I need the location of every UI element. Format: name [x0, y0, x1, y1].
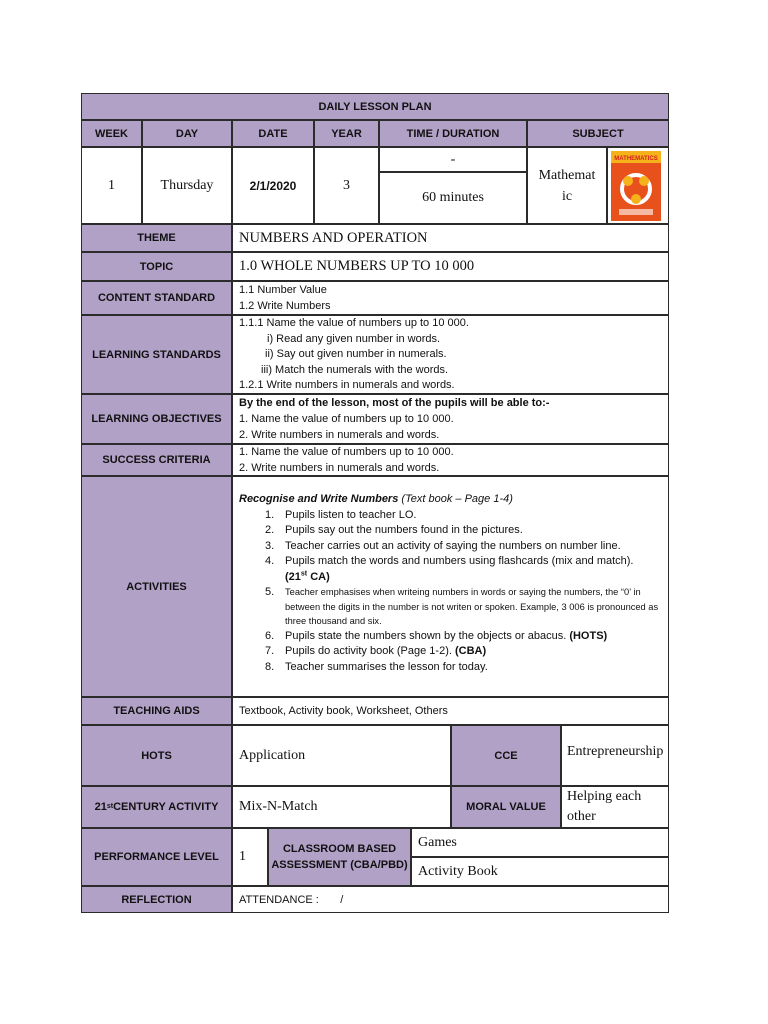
teaching-aids-label: TEACHING AIDS [81, 697, 232, 725]
content-standard-label: CONTENT STANDARD [81, 281, 232, 315]
century-activity-label: 21 st CENTURY ACTIVITY [81, 786, 232, 828]
criteria-item: 1. Name the value of numbers up to 10 000. [239, 446, 454, 458]
content-standard-item: 1.1 Number Value [239, 284, 327, 296]
day-value: Thursday [142, 147, 232, 224]
subject-value [527, 147, 607, 224]
cba-item-games: Games [411, 828, 669, 857]
activity-item: 2. Pupils say out the numbers found in the pictures. [265, 524, 523, 536]
reflection-label: REFLECTION [81, 886, 232, 913]
century-activity-value: Mix-N-Match [232, 786, 451, 828]
performance-level-label: PERFORMANCE LEVEL [81, 828, 232, 886]
subject-line1: Mathemat [538, 167, 596, 183]
cce-value: Entrepreneurship [561, 725, 669, 786]
objective-item: 1. Name the value of numbers up to 10 000. [239, 413, 454, 425]
moral-value-label: MORAL VALUE [451, 786, 561, 828]
week-value: 1 [81, 147, 142, 224]
week-header: WEEK [81, 120, 142, 147]
performance-level-value: 1 [232, 828, 268, 886]
learning-standard-item: 1.1.1 Name the value of numbers up to 10 000. [239, 317, 469, 329]
activity-item: 6. Pupils state the numbers shown by the objects or abacus. (HOTS) [265, 629, 608, 642]
activities-label: ACTIVITIES [81, 476, 232, 697]
activity-item: 1. Pupils listen to teacher LO. [265, 508, 417, 521]
criteria-item: 2. Write numbers in numerals and words. [239, 461, 440, 474]
theme-value: NUMBERS AND OPERATION [232, 224, 669, 252]
year-header: YEAR [314, 120, 379, 147]
teaching-aids-value: Textbook, Activity book, Worksheet, Others [232, 697, 669, 725]
learning-objectives-value [232, 394, 669, 444]
hots-label: HOTS [81, 725, 232, 786]
content-standard-item: 1.2 Write Numbers [239, 299, 331, 312]
activity-item: 5. Teacher emphasises when writeing numbers in words or saying the numbers, the “0’ in between the digits in the number is not writen or spoken. Example, 3 006 is pronounced as three thousand and six. [265, 586, 659, 626]
activity-item: 7. Pupils do activity book (Page 1-2). (CBA) [265, 645, 487, 657]
activities-list [239, 508, 662, 676]
textbook-cover-cell [607, 147, 669, 224]
learning-standards-label: LEARNING STANDARDS [81, 315, 232, 394]
activity-item: 4. Pupils match the words and numbers using flashcards (mix and match). (21st CA) [265, 555, 634, 583]
reflection-value: ATTENDANCE : / [232, 886, 669, 913]
activity-item: 8. Teacher summarises the lesson for today. [265, 660, 488, 673]
activities-heading: Recognise and Write Numbers (Text book – Page 1-4) [239, 493, 513, 505]
topic-label: TOPIC [81, 252, 232, 281]
year-value: 3 [314, 147, 379, 224]
subject-line2: ic [561, 188, 573, 204]
cba-item-activity-book: Activity Book [411, 857, 669, 886]
content-standard-value [232, 281, 669, 315]
cce-label: CCE [451, 725, 561, 786]
learning-objectives-label: LEARNING OBJECTIVES [81, 394, 232, 444]
time-value: - [379, 147, 527, 172]
objectives-intro: By the end of the lesson, most of the pupils will be able to:- [239, 397, 550, 409]
date-value: 2/1/2020 [232, 147, 314, 224]
textbook-cover-image [611, 151, 661, 221]
cover-title: MATHEMATICS [614, 156, 658, 162]
learning-standards-value [232, 315, 669, 394]
topic-value: 1.0 WHOLE NUMBERS UP TO 10 000 [232, 252, 669, 281]
date-header: DATE [232, 120, 314, 147]
day-header: DAY [142, 120, 232, 147]
learning-standard-subitem: i) Read any given number in words. [267, 332, 441, 345]
theme-label: THEME [81, 224, 232, 252]
duration-value: 60 minutes [379, 172, 527, 224]
objective-item: 2. Write numbers in numerals and words. [239, 429, 440, 441]
moral-value-value: Helping each other [561, 786, 669, 828]
learning-standard-subitem: ii) Say out given number in numerals. [265, 348, 447, 360]
learning-standard-subitem: iii) Match the numerals with the words. [261, 363, 449, 376]
subject-header: SUBJECT [527, 120, 669, 147]
time-header: TIME / DURATION [379, 120, 527, 147]
success-criteria-label: SUCCESS CRITERIA [81, 444, 232, 476]
success-criteria-value [232, 444, 669, 476]
hots-value: Application [232, 725, 451, 786]
cba-label: CLASSROOM BASED ASSESSMENT (CBA/PBD) [268, 828, 411, 886]
learning-standard-item: 1.2.1 Write numbers in numerals and words. [239, 379, 455, 391]
activity-item: 3. Teacher carries out an activity of saying the numbers on number line. [265, 539, 621, 552]
activities-value [232, 476, 669, 697]
lesson-plan-table [81, 93, 669, 913]
plan-title: DAILY LESSON PLAN [81, 93, 669, 120]
